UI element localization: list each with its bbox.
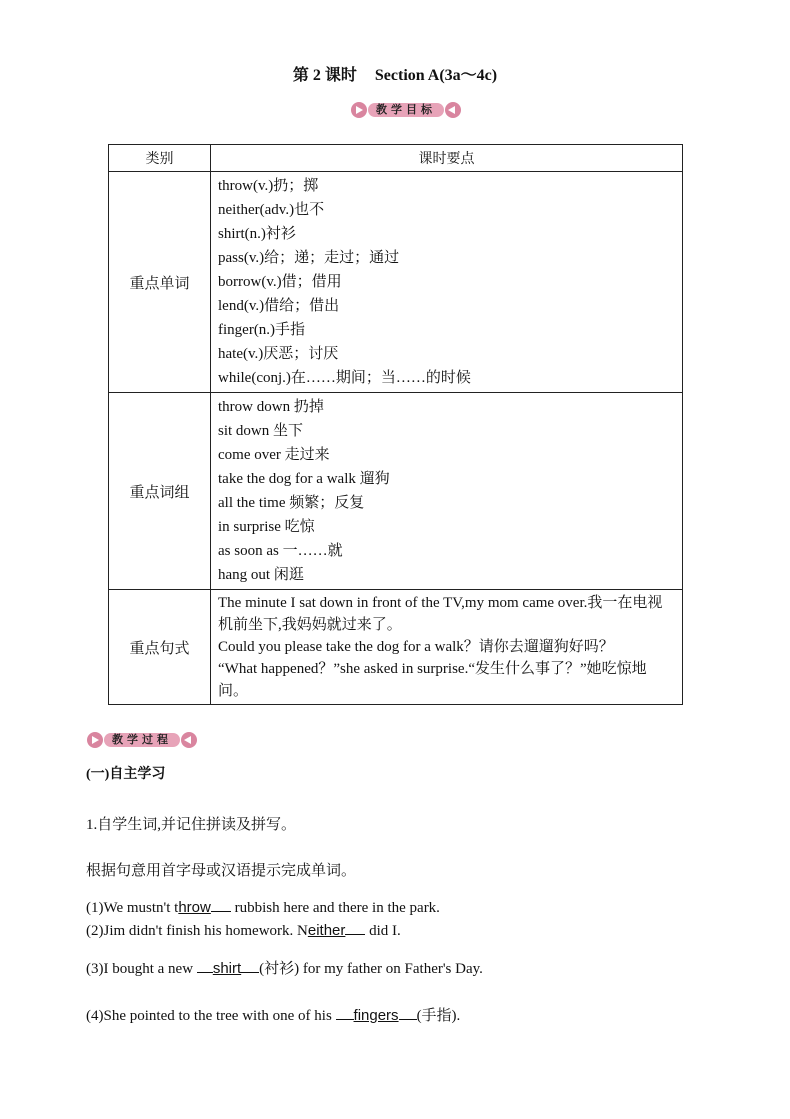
list-item: pass(v.)给；递；走过；通过 [218, 250, 400, 266]
exercise-text: (手指). [416, 1008, 461, 1024]
list-item: lend(v.)借给；借出 [218, 298, 340, 314]
answer-text: fingers [353, 1007, 399, 1024]
exercise-2 [86, 920, 401, 940]
arrow-left-icon [181, 732, 197, 748]
header-category: 类别 [109, 145, 211, 172]
content-cell [211, 393, 683, 590]
exercise-text: rubbish here and there in the park. [230, 900, 440, 916]
exercise-4 [86, 1004, 460, 1025]
arrow-right-icon [351, 102, 367, 118]
table-row [109, 172, 683, 393]
list-item: as soon as 一……就 [218, 543, 343, 559]
exercise-text: (1)We mustn't t [86, 900, 179, 916]
answer-text: hrow [178, 899, 211, 916]
exercise-text: (衬衫) for my father on Father's Day. [259, 961, 483, 977]
content-cell [211, 590, 683, 705]
category-cell: 重点句式 [109, 590, 211, 705]
answer-blank [197, 958, 213, 973]
answer-text: shirt [212, 960, 242, 977]
answer-blank [211, 897, 231, 912]
exercise-text: (2)Jim didn't finish his homework. N [86, 923, 308, 939]
page-title [0, 62, 790, 85]
list-item: “What happened？”she asked in surprise.“发生什么事了？”她吃惊地问。 [218, 661, 647, 699]
list-item: while(conj.)在……期间；当……的时候 [218, 370, 471, 386]
section-heading: (一)自主学习 [86, 767, 166, 782]
list-item: hate(v.)厌恶；讨厌 [218, 346, 339, 362]
banner-label: 教学目标 [368, 103, 444, 117]
category-cell: 重点单词 [109, 172, 211, 393]
list-item: The minute I sat down in front of the TV,my mom came over.我一在电视机前坐下,我妈妈就过来了。 [218, 595, 663, 633]
arrow-left-icon [445, 102, 461, 118]
exercise-3 [86, 957, 483, 978]
list-item: come over 走过来 [218, 447, 330, 463]
header-points: 课时要点 [211, 145, 683, 172]
key-points-table [108, 144, 683, 705]
list-item: throw(v.)扔；掷 [218, 178, 319, 194]
teaching-goals-banner [351, 101, 461, 119]
answer-blank [399, 1005, 417, 1020]
list-item: Could you please take the dog for a walk？请你去遛遛狗好吗？ [218, 639, 614, 655]
exercise-1 [86, 897, 440, 917]
list-item: neither(adv.)也不 [218, 202, 325, 218]
banner-label: 教学过程 [104, 733, 180, 747]
task-title: 1.自学生词,并记住拼读及拼写。 [86, 817, 297, 833]
instruction-text: 根据句意用首字母或汉语提示完成单词。 [86, 863, 357, 879]
list-item: finger(n.)手指 [218, 322, 306, 338]
answer-blank [345, 920, 365, 935]
table-header-row [109, 145, 683, 172]
content-cell [211, 172, 683, 393]
list-item: borrow(v.)借；借用 [218, 274, 342, 290]
exercise-text: did I. [365, 923, 401, 939]
list-item: throw down 扔掉 [218, 399, 324, 415]
exercise-text: (4)She pointed to the tree with one of his [86, 1008, 336, 1024]
exercise-text: (3)I bought a new [86, 961, 197, 977]
list-item: all the time 频繁；反复 [218, 495, 365, 511]
answer-text: either [307, 922, 346, 939]
list-item: in surprise 吃惊 [218, 519, 315, 535]
arrow-right-icon [87, 732, 103, 748]
table-row [109, 590, 683, 705]
list-item: hang out 闲逛 [218, 567, 304, 583]
section-label: Section A(3a～4c) [374, 67, 498, 84]
teaching-process-banner [87, 731, 197, 749]
list-item: sit down 坐下 [218, 423, 304, 439]
category-cell: 重点词组 [109, 393, 211, 590]
answer-blank [336, 1005, 354, 1020]
lesson-label: 第 2 课时 [292, 67, 357, 84]
list-item: shirt(n.)衬衫 [218, 226, 296, 242]
table-row [109, 393, 683, 590]
list-item: take the dog for a walk 遛狗 [218, 471, 390, 487]
answer-blank [241, 958, 259, 973]
